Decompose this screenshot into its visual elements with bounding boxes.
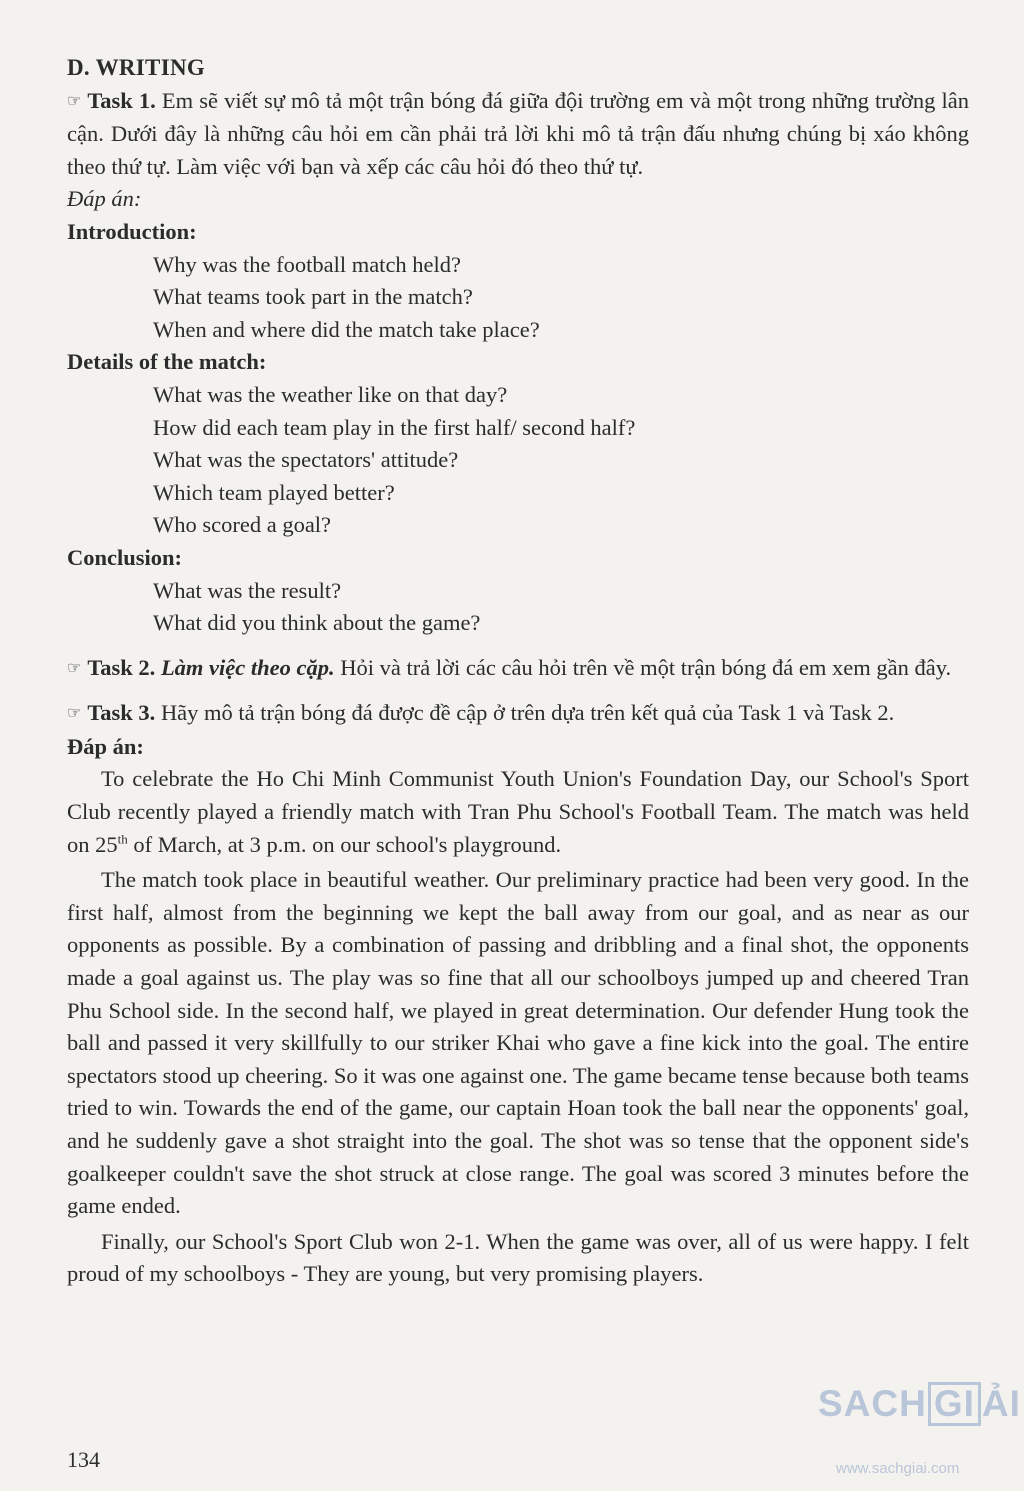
task-2-emphasis: Làm việc theo cặp. bbox=[160, 654, 335, 680]
answer-label-italic: Đáp án: bbox=[67, 186, 142, 212]
question-group-details bbox=[67, 346, 969, 542]
task-2 bbox=[67, 652, 969, 686]
watermark-url: www.sachgiai.com bbox=[836, 1460, 960, 1477]
page-number: 134 bbox=[67, 1447, 100, 1472]
paragraph-2: The match took place in beautiful weather. Our preliminary practice had been very good. In the first half, almost from the beginning we kept the ball away from our goal, and as near as our opponents as possible. By a combination of passing and dribbling and a final shot, the opponents made a goal against us. The play was so fine that all our schoolboys jumped up and cheered Tran Phu School side. In the second half, we played in great determination. Our defender Hung took the ball and passed it very skillfully to our striker Khai who gave a fine kick into the goal. The entire spectators stood up cheering. So it was one against one. The game became tense because both teams tried to win. Towards the end of the game, our captain Hoan took the ball near the opponents' goal, and he suddenly gave a shot straight into the goal. The shot was so tense that the opponent side's goalkeeper couldn't save the shot struck at close range. The goal was scored 3 minutes before the game ended. bbox=[67, 867, 969, 1219]
group-heading: Details of the match: bbox=[67, 349, 267, 375]
question-item: What teams took part in the match? bbox=[153, 284, 473, 310]
pointing-hand-icon: ☞ bbox=[67, 705, 82, 723]
question-group-introduction bbox=[67, 216, 969, 346]
question-item: Who scored a goal? bbox=[153, 512, 332, 538]
question-item: What did you think about the game? bbox=[153, 610, 481, 636]
question-group-conclusion bbox=[67, 542, 969, 640]
task-2-label: Task 2. bbox=[87, 654, 156, 680]
question-item: Why was the football match held? bbox=[153, 251, 462, 277]
watermark-logo bbox=[818, 1382, 1024, 1452]
section-title: D. WRITING bbox=[67, 55, 206, 80]
group-heading: Introduction: bbox=[67, 218, 197, 244]
paragraph-3: Finally, our School's Sport Club won 2-1. When the game was over, all of us were happy. I felt proud of my schoolboys - They are young, but very promising players. bbox=[67, 1228, 969, 1287]
task-3 bbox=[67, 697, 969, 731]
question-item: How did each team play in the first half/ second half? bbox=[153, 414, 636, 440]
paragraph-1-start: To celebrate the Ho Chi Minh Communist Youth Union's Foundation Day, our School's Sport Club recently played a friendly match with Tran Phu School's Football Team. The match was held on 25 bbox=[67, 766, 969, 857]
page-content bbox=[67, 52, 969, 1291]
pointing-hand-icon: ☞ bbox=[67, 92, 82, 110]
question-item: What was the weather like on that day? bbox=[153, 381, 508, 407]
paragraph-1 bbox=[67, 763, 969, 861]
task-1-text: Em sẽ viết sự mô tả một trận bóng đá giữa đội trường em và một trong những trường lân cận. Dưới đây là những câu hỏi em cần phải trả lời khi mô tả trận đấu nhưng chúng bị xáo không theo thứ tự. Làm việc với bạn và xếp các câu hỏi đó theo thứ tự. bbox=[67, 87, 969, 179]
task-1-label: Task 1. bbox=[87, 87, 156, 113]
pointing-hand-icon: ☞ bbox=[67, 659, 82, 677]
question-item: When and where did the match take place? bbox=[153, 316, 540, 342]
question-item: What was the spectators' attitude? bbox=[153, 447, 459, 473]
question-item: What was the result? bbox=[153, 577, 342, 603]
ordinal-suffix: th bbox=[117, 831, 128, 847]
group-heading: Conclusion: bbox=[67, 544, 183, 570]
paragraph-1-end: of March, at 3 p.m. on our school's playground. bbox=[127, 831, 562, 857]
watermark-text-2: GI bbox=[928, 1382, 981, 1426]
answer-label-bold: Đáp án: bbox=[67, 733, 144, 759]
watermark-text-1: SACH bbox=[818, 1383, 927, 1424]
task-3-text: Hãy mô tả trận bóng đá được đề cập ở trên dựa trên kết quả của Task 1 và Task 2. bbox=[160, 700, 895, 726]
watermark-text-3: ẢI bbox=[981, 1383, 1021, 1424]
task-1 bbox=[67, 85, 969, 184]
question-item: Which team played better? bbox=[153, 479, 395, 505]
task-3-label: Task 3. bbox=[87, 700, 156, 726]
task-2-text: Hỏi và trả lời các câu hỏi trên về một trận bóng đá em xem gần đây. bbox=[340, 654, 952, 680]
